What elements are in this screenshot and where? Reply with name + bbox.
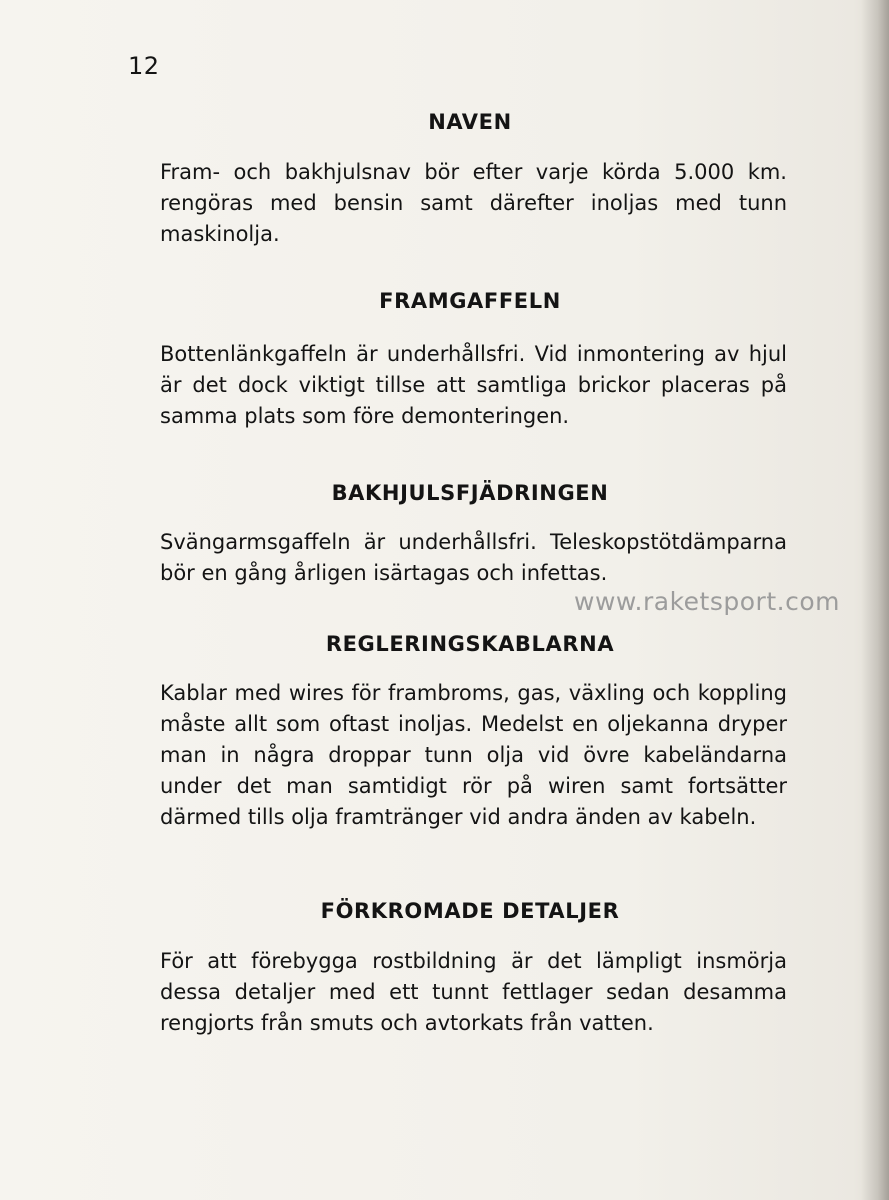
- section-text-framgaffeln: Bottenlänkgaffeln är underhållsfri. Vid inmontering av hjul är det dock viktigt tillse att samtliga brickor placeras på samma plats som före demonteringen.: [160, 342, 787, 428]
- section-text-regleringskablarna: Kablar med wires för frambroms, gas, växling och koppling måste allt som oftast inoljas. Medelst en oljekanna dryper man in några droppar tunn olja vid övre kabeländarna under det man samtidigt rör på wiren samt fortsätter därmed tills olja framtränger vid andra änden av kabeln.: [160, 681, 787, 829]
- section-heading-regleringskablarna: REGLERINGSKABLARNA: [325, 632, 615, 656]
- section-text-bakhjulsfjadringen: Svängarmsgaffeln är underhållsfri. Teleskopstötdämparna bör en gång årligen isärtagas och infettas.: [160, 530, 787, 585]
- section-heading-framgaffeln: FRAMGAFFELN: [379, 289, 561, 313]
- watermark: www.raketsport.com: [574, 587, 840, 616]
- section-text-naven: Fram- och bakhjulsnav bör efter varje körda 5.000 km. rengöras med bensin samt därefter inoljas med tunn maskinolja.: [160, 160, 787, 246]
- section-heading-bakhjulsfjadringen: BAKHJULSFJÄDRINGEN: [331, 481, 609, 505]
- section-heading-naven: NAVEN: [428, 110, 512, 134]
- section-heading-forkromade-detaljer: FÖRKROMADE DETALJER: [320, 899, 620, 923]
- section-text-forkromade-detaljer: För att förebygga rostbildning är det lämpligt insmörja dessa detaljer med ett tunnt fettlager sedan desamma rengjorts från smuts och avtorkats från vatten.: [160, 949, 787, 1035]
- page-edge-shadow: [861, 0, 889, 1200]
- page-number: 12: [128, 52, 160, 80]
